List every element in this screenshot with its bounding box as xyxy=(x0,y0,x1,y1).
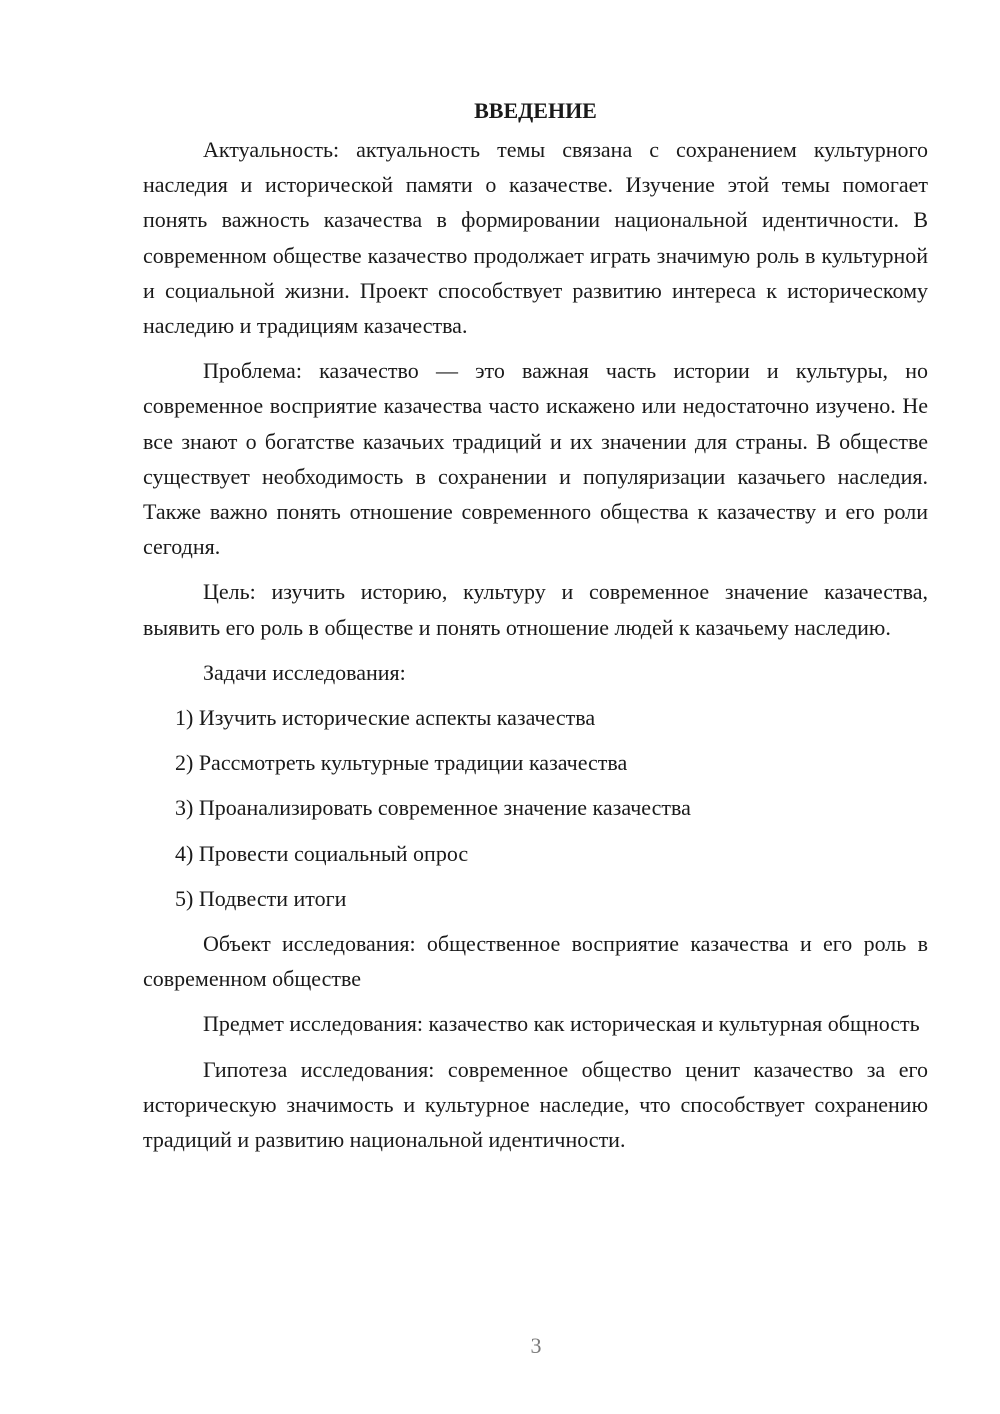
page-number: 3 xyxy=(530,1333,542,1358)
section-heading: ВВЕДЕНИЕ xyxy=(474,98,597,123)
tasks-list xyxy=(143,700,928,916)
object-paragraph: Объект исследования: общественное восприятие казачества и его роль в современном обществе xyxy=(143,931,928,992)
document-page xyxy=(143,96,928,1167)
problem-paragraph: Проблема: казачество — это важная часть истории и культуры, но современное восприятие казачества часто искажено или недостаточно изучено. Не все знают о богатстве казачьих традиций и их значении для страны. В обществе существует необходимость в сохранении и популяризации казачьего наследия. Также важно понять отношение современного общества к казачеству и его роли сегодня. xyxy=(143,358,928,560)
task-item: 4) Провести социальный опрос xyxy=(175,840,469,866)
task-item: 2) Рассмотреть культурные традиции казачества xyxy=(175,750,628,776)
tasks-label: Задачи исследования: xyxy=(203,659,406,685)
subject-paragraph: Предмет исследования: казачество как историческая и культурная общность xyxy=(203,1011,920,1037)
task-item: 1) Изучить исторические аспекты казачества xyxy=(175,705,596,731)
hypothesis-paragraph: Гипотеза исследования: современное общество ценит казачество за его историческую значимость и культурное наследие, что способствует сохранению традиций и развитию национальной идентичности. xyxy=(143,1056,928,1153)
goal-paragraph: Цель: изучить историю, культуру и современное значение казачества, выявить его роль в обществе и понять отношение людей к казачьему наследию. xyxy=(143,579,928,640)
task-item: 3) Проанализировать современное значение казачества xyxy=(175,795,691,821)
relevance-paragraph: Актуальность: актуальность темы связана с сохранением культурного наследия и исторической памяти о казачестве. Изучение этой темы помогает понять важность казачества в формировании национальной идентичности. В современном обществе казачество продолжает играть значимую роль в культурной и социальной жизни. Проект способствует развитию интереса к историческому наследию и традициям казачества. xyxy=(143,137,928,339)
task-item: 5) Подвести итоги xyxy=(175,885,347,911)
